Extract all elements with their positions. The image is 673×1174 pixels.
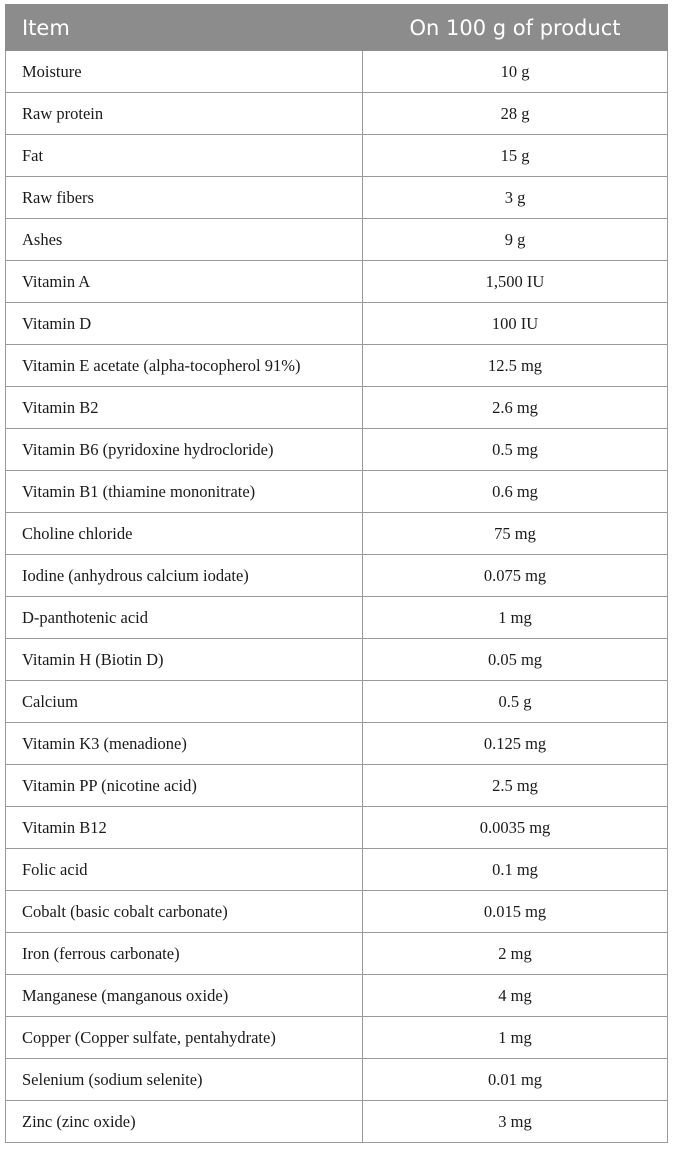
table-row [6, 93, 668, 135]
item-cell: Fat [6, 135, 363, 177]
table-row [6, 1059, 668, 1101]
value-cell: 28 g [363, 93, 668, 135]
item-cell: Vitamin B1 (thiamine mononitrate) [6, 471, 363, 513]
value-cell: 12.5 mg [363, 345, 668, 387]
table-row [6, 975, 668, 1017]
table-header [6, 5, 668, 51]
table-row [6, 849, 668, 891]
nutrition-table [5, 4, 668, 1143]
table-row [6, 807, 668, 849]
table-row [6, 387, 668, 429]
value-cell: 100 IU [363, 303, 668, 345]
table-row [6, 891, 668, 933]
table-row [6, 765, 668, 807]
table-row [6, 261, 668, 303]
item-cell: Vitamin B12 [6, 807, 363, 849]
value-cell: 0.075 mg [363, 555, 668, 597]
item-cell: Copper (Copper sulfate, pentahydrate) [6, 1017, 363, 1059]
column-header-item: Item [6, 5, 363, 51]
value-cell: 0.6 mg [363, 471, 668, 513]
table-row [6, 177, 668, 219]
nutrition-table-container [5, 4, 667, 1143]
value-cell: 3 g [363, 177, 668, 219]
item-cell: Vitamin B2 [6, 387, 363, 429]
value-cell: 0.0035 mg [363, 807, 668, 849]
item-cell: Raw fibers [6, 177, 363, 219]
item-cell: Selenium (sodium selenite) [6, 1059, 363, 1101]
value-cell: 0.1 mg [363, 849, 668, 891]
header-row [6, 5, 668, 51]
value-cell: 0.125 mg [363, 723, 668, 765]
value-cell: 75 mg [363, 513, 668, 555]
value-cell: 2 mg [363, 933, 668, 975]
table-body [6, 51, 668, 1143]
item-cell: D-panthotenic acid [6, 597, 363, 639]
value-cell: 0.5 mg [363, 429, 668, 471]
value-cell: 1 mg [363, 597, 668, 639]
table-row [6, 723, 668, 765]
table-row [6, 51, 668, 93]
item-cell: Vitamin K3 (menadione) [6, 723, 363, 765]
value-cell: 2.5 mg [363, 765, 668, 807]
table-row [6, 303, 668, 345]
item-cell: Iodine (anhydrous calcium iodate) [6, 555, 363, 597]
item-cell: Calcium [6, 681, 363, 723]
table-row [6, 219, 668, 261]
value-cell: 3 mg [363, 1101, 668, 1143]
item-cell: Folic acid [6, 849, 363, 891]
table-row [6, 597, 668, 639]
item-cell: Vitamin D [6, 303, 363, 345]
item-cell: Iron (ferrous carbonate) [6, 933, 363, 975]
item-cell: Zinc (zinc oxide) [6, 1101, 363, 1143]
value-cell: 1,500 IU [363, 261, 668, 303]
item-cell: Manganese (manganous oxide) [6, 975, 363, 1017]
table-row [6, 639, 668, 681]
item-cell: Ashes [6, 219, 363, 261]
item-cell: Vitamin E acetate (alpha-tocopherol 91%) [6, 345, 363, 387]
table-row [6, 429, 668, 471]
value-cell: 0.015 mg [363, 891, 668, 933]
item-cell: Vitamin PP (nicotine acid) [6, 765, 363, 807]
item-cell: Raw protein [6, 93, 363, 135]
value-cell: 0.5 g [363, 681, 668, 723]
table-row [6, 471, 668, 513]
value-cell: 4 mg [363, 975, 668, 1017]
table-row [6, 555, 668, 597]
table-row [6, 513, 668, 555]
value-cell: 0.01 mg [363, 1059, 668, 1101]
item-cell: Vitamin A [6, 261, 363, 303]
item-cell: Cobalt (basic cobalt carbonate) [6, 891, 363, 933]
item-cell: Moisture [6, 51, 363, 93]
value-cell: 1 mg [363, 1017, 668, 1059]
table-row [6, 681, 668, 723]
table-row [6, 1017, 668, 1059]
table-row [6, 345, 668, 387]
value-cell: 15 g [363, 135, 668, 177]
value-cell: 0.05 mg [363, 639, 668, 681]
value-cell: 9 g [363, 219, 668, 261]
value-cell: 10 g [363, 51, 668, 93]
column-header-value: On 100 g of product [363, 5, 668, 51]
table-row [6, 135, 668, 177]
table-row [6, 933, 668, 975]
item-cell: Choline chloride [6, 513, 363, 555]
item-cell: Vitamin B6 (pyridoxine hydrocloride) [6, 429, 363, 471]
item-cell: Vitamin H (Biotin D) [6, 639, 363, 681]
table-row [6, 1101, 668, 1143]
value-cell: 2.6 mg [363, 387, 668, 429]
